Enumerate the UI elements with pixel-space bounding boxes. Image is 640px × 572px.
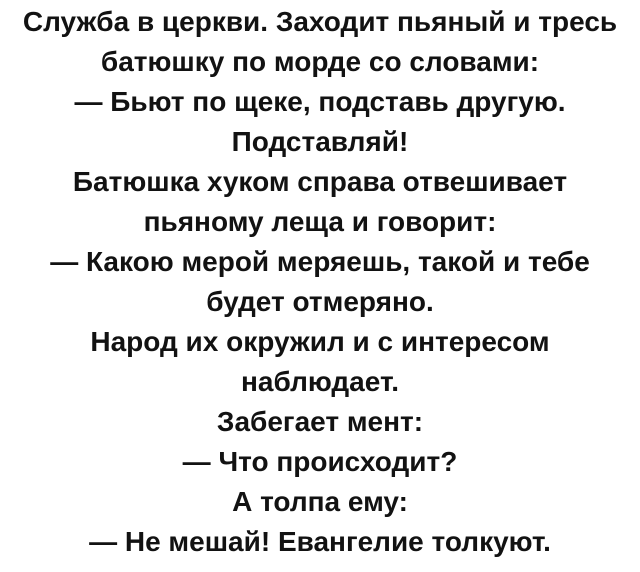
joke-line-6: пьяному леща и говорит: bbox=[143, 206, 497, 237]
joke-line-10: наблюдает. bbox=[241, 366, 399, 397]
joke-line-7: — Какою мерой меряешь, такой и тебе bbox=[50, 246, 590, 277]
joke-line-5: Батюшка хуком справа отвешивает bbox=[72, 166, 568, 197]
joke-line-9: Народ их окружил и с интересом bbox=[90, 326, 550, 357]
joke-line-14: — Не мешай! Евангелие толкуют. bbox=[89, 526, 551, 557]
joke-line-4: Подставляй! bbox=[231, 126, 409, 157]
joke-line-11: Забегает мент: bbox=[216, 406, 424, 437]
joke-line-3: — Бьют по щеке, подставь другую. bbox=[74, 86, 566, 117]
joke-line-1: Служба в церкви. Заходит пьяный и тресь bbox=[22, 6, 618, 37]
joke-line-13: А толпа ему: bbox=[232, 486, 408, 517]
joke-line-2: батюшку по морде со словами: bbox=[100, 46, 540, 77]
joke-line-8: будет отмеряно. bbox=[206, 286, 434, 317]
joke-line-12: — Что происходит? bbox=[182, 446, 458, 477]
